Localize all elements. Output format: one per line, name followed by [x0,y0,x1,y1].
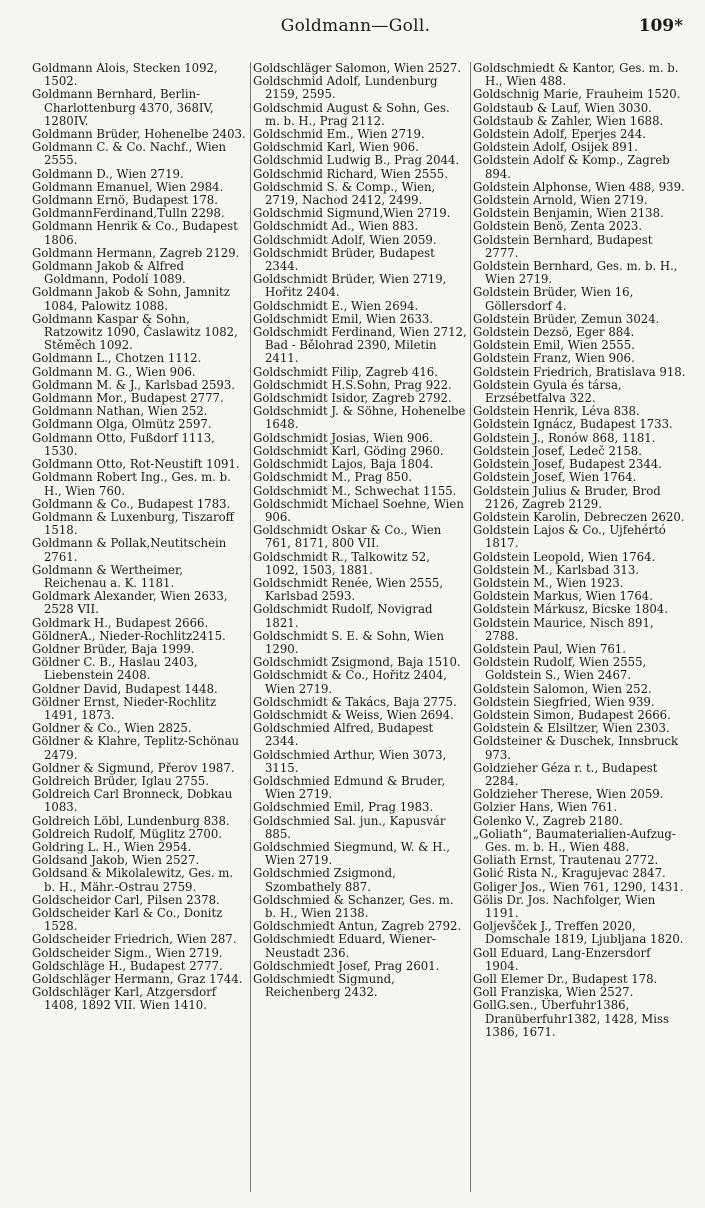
directory-entry: Goldsand & Mikolalewitz, Ges. m. b. H., Mähr.-Ostrau 2759. [32,866,234,894]
directory-entry: Goldstein Josef, Ledeč 2158. [473,443,642,458]
directory-entry: Goldstein Paul, Wien 761. [473,641,626,656]
directory-entry: Goldschmied Sal. jun., Kapusvár 885. [253,813,446,841]
directory-entry: Goldmann Bernhard, Berlin-Charlottenburg 4370, 368IV, 1280IV. [32,87,214,128]
directory-entry: Goldscheider Karl & Co., Donitz 1528. [32,906,223,934]
directory-entry: Goldstein Bernhard, Ges. m. b. H., Wien 2719. [473,259,678,287]
directory-entry: Goldschmied Alfred, Budapest 2344. [253,721,434,749]
directory-entry: Goldschmidt Rudolf, Novigrad 1821. [253,602,433,630]
directory-entry: Goldstaub & Zahler, Wien 1688. [473,113,664,128]
directory-entry: Goljevšček J., Treffen 2020, Domschale 1819, Ljubljana 1820. [473,919,684,947]
directory-entry: Goldstein Gyula és társa, Erzsébetfalva 322. [473,377,622,406]
directory-entry: Goldschmidt Filip, Zagreb 416. [253,364,438,379]
page-header [20,14,691,40]
directory-entry: Goldmann & Co., Budapest 1783. [32,496,231,511]
directory-entry: Goldschmidt & Weiss, Wien 2694. [253,707,454,722]
directory-entry: Goldmann Hermann, Zagreb 2129. [32,245,240,260]
directory-entry: Goll Elemer Dr., Budapest 178. [473,972,658,987]
directory-entry: Goll Franziska, Wien 2527. [473,985,634,1000]
directory-entry: Goldschmidt Zsigmond, Baja 1510. [253,655,461,670]
directory-entry: Goldstein & Elsiltzer, Wien 2303. [473,721,670,736]
directory-entry: Goldschmid Ludwig B., Prag 2044. [253,153,460,168]
directory-entry: Goldstein Rudolf, Wien 2555, Goldstein S., Wien 2467. [473,655,647,683]
directory-entry: Goldner & Co., Wien 2825. [32,721,192,736]
directory-entry: Goldstein Simon, Budapest 2666. [473,707,671,722]
directory-columns [30,62,690,1192]
column-left [30,62,250,1192]
directory-entry: Goldstein Markus, Wien 1764. [473,589,653,604]
column-right [470,62,690,1192]
directory-entry: Goldstein Julius & Bruder, Brod 2126, Zagreb 2129. [473,483,661,511]
directory-entry: Golenko V., Zagreb 2180. [473,813,623,828]
directory-entry: Goldstein Karolin, Debreczen 2620. [473,509,685,524]
directory-entry: Goldmann & Wertheimer, Reichenau a. K. 1181. [32,562,183,590]
directory-entry: Goldschmidt Lajos, Baja 1804. [253,457,434,472]
directory-entry: Goldschmid Sigmund,Wien 2719. [253,206,451,221]
directory-entry: Goldring L. H., Wien 2954. [32,839,192,854]
directory-entry: Goldstein Adolf & Komp., Zagreb 894. [473,153,670,181]
directory-entry: Goldreich Löbl, Lundenburg 838. [32,813,230,828]
directory-entry: Goldstein Bernhard, Budapest 2777. [473,232,653,260]
directory-entry: Göldner C. B., Haslau 2403, Liebenstein 2408. [32,655,198,683]
directory-entry: Goldschmidt M., Schwechat 1155. [253,483,457,498]
directory-entry: Goldschläger Salomon, Wien 2527. [253,62,462,75]
directory-entry: Goldschmidt Ad., Wien 883. [253,219,419,234]
directory-entry: Goldstein Benö, Zenta 2023. [473,219,643,234]
directory-entry: Goldschmidt Oskar & Co., Wien 761, 8171, 800 VII. [253,523,442,551]
directory-entry: Goldschmidt Emil, Wien 2633. [253,311,434,326]
directory-entry: Goldstein Friedrich, Bratislava 918. [473,364,686,379]
directory-entry: GollG.sen., Überfuhr1386, Dranüberfuhr1382, 1428, Miss 1386, 1671. [473,998,669,1039]
directory-entry: Goldmann M. & J., Karlsbad 2593. [32,377,235,392]
directory-entry: Goldscheider Sigm., Wien 2719. [32,945,223,960]
directory-entry: Goldstein Emil, Wien 2555. [473,338,635,353]
directory-entry: Goldmann Olga, Olmütz 2597. [32,417,212,432]
directory-entry: Goldmann & Luxenburg, Tiszaroff 1518. [32,509,234,538]
directory-entry: Goldreich Carl Bronneck, Dobkau 1083. [32,787,233,815]
directory-entry: Goldschmid Adolf, Lundenburg 2159, 2595. [253,74,438,102]
directory-entry: Goldmann Mor., Budapest 2777. [32,391,224,406]
directory-entry: Goldmann Brüder, Hohenelbe 2403. [32,127,246,142]
directory-entry: Goldschmied Siegmund, W. & H., Wien 2719. [253,839,450,868]
directory-entry: Goldschmiedt Antun, Zagreb 2792. [253,919,462,934]
directory-entry: Goldmann L., Chotzen 1112. [32,351,202,366]
directory-entry: Goldstein J., Ronów 868, 1181. [473,430,656,445]
directory-entry: Goldschmidt M., Prag 850. [253,470,413,485]
directory-entry: Goldstein Henrik, Léva 838. [473,404,640,419]
directory-entry: Goldmann Nathan, Wien 252. [32,404,208,419]
directory-entry: Goldmann Kaspar & Sohn, Ratzowitz 1090, Časlawitz 1082, Stěměch 1092. [32,311,238,353]
directory-entry: Goldschmiedt Josef, Prag 2601. [253,958,440,973]
directory-entry: Goldstein Maurice, Nisch 891, 2788. [473,615,654,643]
directory-entry: Goldstein Márkusz, Bicske 1804. [473,602,668,617]
directory-entry: Goldmann Jakob & Alfred Goldmann, Podolí 1089. [32,259,186,287]
directory-entry: Goldschmid Richard, Wien 2555. [253,166,448,181]
directory-entry: Goldscheidor Carl, Pilsen 2378. [32,892,220,907]
directory-entry: Goldschmidt Ferdinand, Wien 2712, Bad - Bělohrad 2390, Miletin 2411. [253,325,467,366]
directory-entry: Goldschmidt Josias, Wien 906. [253,430,433,445]
directory-entry: Goldschmidt Michael Soehne, Wien 906. [253,496,464,524]
directory-entry: Goldzieher Géza r. t., Budapest 2284. [473,760,658,788]
directory-entry: Goldmann Emanuel, Wien 2984. [32,179,224,194]
directory-entry: Goldschmid S. & Comp., Wien, 2719, Nachod 2412, 2499. [253,179,436,208]
directory-entry: Goldmann Ernö, Budapest 178. [32,193,218,208]
directory-entry: Goldstein Arnold, Wien 2719. [473,193,648,208]
directory-entry: Goldstaub & Lauf, Wien 3030. [473,100,652,115]
directory-entry: Goldscheider Friedrich, Wien 287. [32,932,237,947]
directory-entry: Goldmann Otto, Fußdorf 1113, 1530. [32,430,215,458]
directory-entry: Goldschmied Arthur, Wien 3073, 3115. [253,747,447,775]
directory-entry: Goldschmidt Brüder, Wien 2719, Hořitz 2404. [253,272,447,300]
directory-entry: Goldstein Dezsö, Eger 884. [473,325,635,340]
directory-entry: Goldmann Alois, Stecken 1092, 1502. [32,62,218,89]
directory-entry: Goldstein Brüder, Zemun 3024. [473,311,660,326]
directory-entry: Goldschmidt H.S.Sohn, Prag 922. [253,377,452,392]
directory-entry: Goldstein Benjamin, Wien 2138. [473,206,664,221]
directory-entry: Goldsand Jakob, Wien 2527. [32,853,200,868]
directory-entry: Goldstein Lajos & Co., Ujfehértó 1817. [473,523,666,551]
directory-entry: Goldschmidt Adolf, Wien 2059. [253,232,437,247]
directory-entry: Goldner & Sigmund, Přerov 1987. [32,760,235,775]
page-title: Goldmann—Goll. [280,16,431,36]
directory-entry: Göldner & Klahre, Teplitz-Schönau 2479. [32,734,240,762]
directory-entry: GoldmannFerdinand,Tulln 2298. [32,206,225,221]
directory-entry: Goldner David, Budapest 1448. [32,681,218,696]
directory-entry: Goldschmidt J. & Söhne, Hohenelbe 1648. [253,404,466,432]
directory-entry: Goldschläger Karl, Atzgersdorf 1408, 1892 VII. Wien 1410. [32,985,217,1013]
directory-entry: Goll Eduard, Lang-Enzersdorf 1904. [473,945,651,973]
directory-entry: Gölis Dr. Jos. Nachfolger, Wien 1191. [473,892,656,920]
directory-entry: Goldreich Brüder, Iglau 2755. [32,773,209,788]
column-middle [250,62,470,1192]
directory-entry: Göldner Ernst, Nieder-Rochlitz 1491, 1873. [32,694,217,722]
directory-entry: Goldstein Alphonse, Wien 488, 939. [473,179,685,194]
directory-entry: Goldmann Jakob & Sohn, Jamnitz 1084, Palowitz 1088. [32,285,230,313]
directory-entry: Goldstein Leopold, Wien 1764. [473,549,656,564]
directory-entry: Goldstein Brüder, Wien 16, Göllersdorf 4. [473,285,634,313]
directory-entry: Goldmann D., Wien 2719. [32,166,184,181]
directory-entry: Goldschmied Edmund & Bruder, Wien 2719. [253,773,446,802]
directory-entry: Goldstein Ignácz, Budapest 1733. [473,417,673,432]
directory-entry: „Goliath“, Baumaterialien-Aufzug-Ges. m. b. H., Wien 488. [473,826,676,854]
directory-entry: Goldmark H., Budapest 2666. [32,615,209,630]
directory-entry: Goldschmiedt Eduard, Wiener-Neustadt 236. [253,932,436,960]
directory-entry: Goldstein Adolf, Eperjes 244. [473,127,647,142]
directory-entry: Goldstein Adolf, Osijek 891. [473,140,638,155]
directory-entry: Goldschmidt R., Talkowitz 52, 1092, 1503, 1881. [253,549,430,577]
directory-entry: Goldschläger Hermann, Graz 1744. [32,972,243,987]
directory-entry: Goldschmidt Brüder, Budapest 2344. [253,245,435,274]
directory-entry: Goldschmiedt & Kantor, Ges. m. b. H., Wien 488. [473,62,679,89]
directory-entry: Goldstein Josef, Wien 1764. [473,470,637,485]
directory-entry: Goldschmidt Karl, Göding 2960. [253,443,444,458]
directory-entry: Goliath Ernst, Trautenau 2772. [473,853,659,868]
directory-entry: Goldstein M., Karlsbad 313. [473,562,639,577]
directory-entry: Goldmann & Pollak,Neutitschein 2761. [32,536,227,564]
directory-entry: Goldschmid Em., Wien 2719. [253,127,425,142]
directory-entry: Goldschmidt & Takács, Baja 2775. [253,694,457,709]
directory-entry: Goldschmidt & Co., Hořitz 2404, Wien 2719. [253,668,447,696]
directory-entry: Goldschmidt Renée, Wien 2555, Karlsbad 2593. [253,575,444,604]
directory-entry: Goldmann Otto, Rot-Neustift 1091. [32,457,240,472]
directory-entry: Goldreich Rudolf, Müglitz 2700. [32,826,223,841]
directory-entry: Goldstein M., Wien 1923. [473,575,624,590]
directory-entry: Goldmann C. & Co. Nachf., Wien 2555. [32,140,227,168]
directory-entry: Goldmann Robert Ing., Ges. m. b. H., Wien 760. [32,470,231,498]
directory-entry: Goldschmiedt Sigmund, Reichenberg 2432. [253,972,395,1000]
directory-entry: Goliger Jos., Wien 761, 1290, 1431. [473,879,684,894]
directory-entry: Goldschmidt Isidor, Zagreb 2792. [253,391,452,406]
directory-entry: Goldschmied Zsigmond, Szombathely 887. [253,866,396,894]
directory-entry: Goldmark Alexander, Wien 2633, 2528 VII. [32,589,228,617]
directory-entry: Golzier Hans, Wien 761. [473,800,618,815]
page-number: 109* [638,16,683,36]
directory-entry: Goldstein Josef, Budapest 2344. [473,457,662,472]
directory-entry: Goldschmidt E., Wien 2694. [253,298,419,313]
directory-entry: Goldschnig Marie, Frauheim 1520. [473,87,681,102]
directory-entry: Goldzieher Therese, Wien 2059. [473,787,664,802]
directory-entry: Goldmann Henrik & Co., Budapest 1806. [32,219,238,247]
directory-entry: Goldstein Franz, Wien 906. [473,351,635,366]
directory-entry: Goldner Brüder, Baja 1999. [32,641,195,656]
directory-entry: Goldschmidt S. E. & Sohn, Wien 1290. [253,628,444,656]
directory-entry: Goldschmied Emil, Prag 1983. [253,800,434,815]
directory-entry: Goldmann M. G., Wien 906. [32,364,196,379]
directory-entry: Goldstein Siegfried, Wien 939. [473,694,655,709]
directory-entry: Goldsteiner & Duschek, Innsbruck 973. [473,734,679,762]
directory-entry: GöldnerA., Nieder-Rochlitz2415. [32,628,226,643]
directory-entry: Golić Rista N., Kragujevac 2847. [473,866,666,881]
directory-entry: Goldschmied & Schanzer, Ges. m. b. H., Wien 2138. [253,892,454,920]
directory-entry: Goldstein Salomon, Wien 252. [473,681,652,696]
directory-entry: Goldschmid Karl, Wien 906. [253,140,419,155]
directory-entry: Goldschmid August & Sohn, Ges. m. b. H., Prag 2112. [253,100,450,128]
directory-entry: Goldschläge H., Budapest 2777. [32,958,223,973]
